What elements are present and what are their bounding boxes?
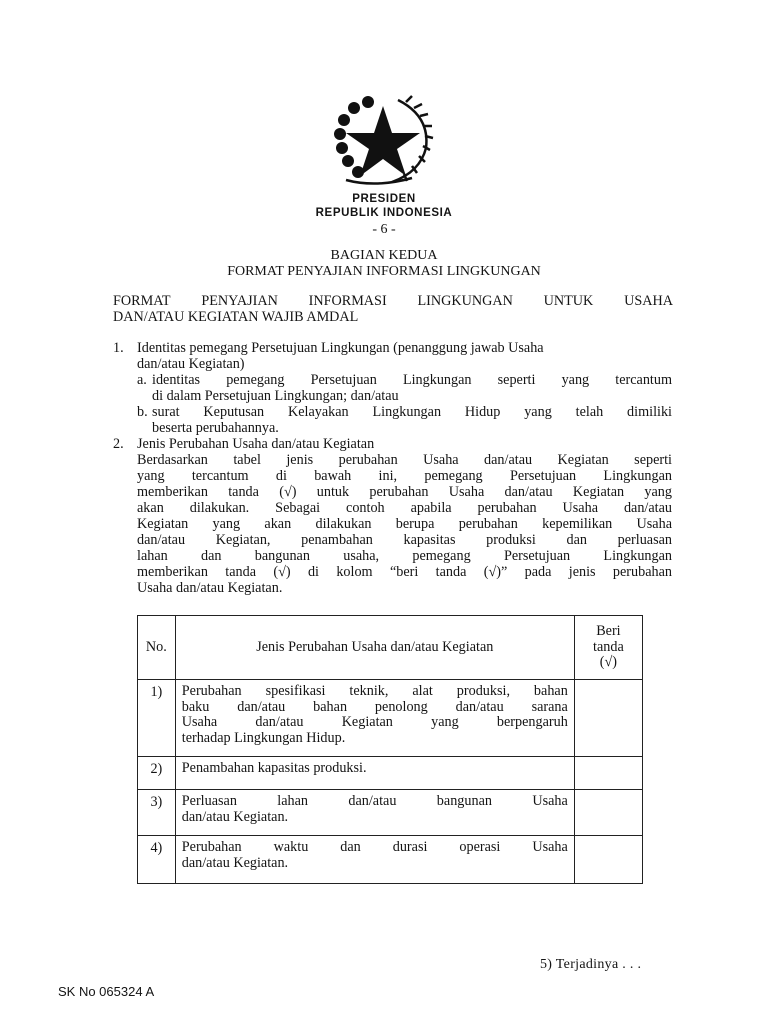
row-tick-cell[interactable]: [574, 680, 642, 757]
paragraph-line: Kegiatan yang akan dilakukan berupa perubahan kepemilikan Usaha: [137, 516, 672, 532]
paragraph-line: Usaha dan/atau Kegiatan.: [137, 580, 283, 596]
item-1-number: 1.: [113, 340, 124, 356]
paragraph-line: lahan dan bangunan usaha, pemegang Persetujuan Lingkungan: [137, 548, 672, 564]
item-2-number: 2.: [113, 436, 124, 452]
item-1b-line: beserta perubahannya.: [152, 420, 279, 436]
heading-word: UNTUK: [543, 293, 594, 309]
heading-word: PENYAJIAN: [201, 293, 278, 309]
header-tick: [574, 616, 642, 680]
item-1a-line: di dalam Persetujuan Lingkungan; dan/atau: [152, 388, 399, 404]
header-tick-line: (√): [599, 654, 618, 671]
changes-table: [137, 615, 643, 884]
table-row: [138, 757, 643, 790]
row-number: 1): [138, 680, 176, 757]
paragraph-line: dan/atau Kegiatan, penambahan kapasitas produksi dan perluasan: [137, 532, 672, 548]
row-description: [175, 757, 574, 790]
row-description: [175, 680, 574, 757]
heading-word: FORMAT: [113, 293, 171, 309]
paragraph-line: memberikan tanda (√) di kolom “beri tanda (√)” pada jenis perubahan: [137, 564, 672, 580]
header-republik: REPUBLIK INDONESIA: [315, 207, 453, 219]
format-heading-line2: DAN/ATAU KEGIATAN WAJIB AMDAL: [113, 309, 359, 325]
sk-number: SK No 065324 A: [58, 984, 155, 999]
heading-word: LINGKUNGAN: [417, 293, 513, 309]
item-1b-line: surat Keputusan Kelayakan Lingkungan Hidup yang telah dimiliki: [152, 404, 672, 420]
item-1a-letter: a.: [137, 372, 147, 388]
header-presiden: PRESIDEN: [352, 193, 416, 205]
presidential-emblem: [326, 88, 440, 190]
row-number: 3): [138, 790, 176, 836]
paragraph-line: Berdasarkan tabel jenis perubahan Usaha dan/atau Kegiatan seperti: [137, 452, 672, 468]
section-title: BAGIAN KEDUA: [330, 248, 438, 263]
table-row: [138, 680, 643, 757]
row-line: Penambahan kapasitas produksi.: [181, 760, 367, 776]
row-number: 2): [138, 757, 176, 790]
paragraph-line: yang tercantum di bawah ini, pemegang Persetujuan Lingkungan: [137, 468, 672, 484]
row-tick-cell[interactable]: [574, 757, 642, 790]
row-line: terhadap Lingkungan Hidup.: [181, 729, 346, 746]
row-description: [175, 790, 574, 836]
header-no: No.: [138, 616, 176, 680]
header-jenis: Jenis Perubahan Usaha dan/atau Kegiatan: [175, 616, 574, 680]
section-subtitle: FORMAT PENYAJIAN INFORMASI LINGKUNGAN: [227, 264, 541, 279]
format-heading-line1: [113, 293, 673, 309]
header-tick-line: Beri: [596, 623, 621, 640]
row-line: dan/atau Kegiatan.: [181, 854, 289, 871]
row-tick-cell[interactable]: [574, 836, 642, 884]
table-header-row: [138, 616, 643, 680]
row-line: baku dan/atau bahan penolong dan/atau sarana: [181, 698, 568, 715]
heading-word: USAHA: [624, 293, 673, 309]
row-tick-cell[interactable]: [574, 790, 642, 836]
row-line: dan/atau Kegiatan.: [181, 808, 289, 825]
item-1-line: Identitas pemegang Persetujuan Lingkungan (penanggung jawab Usaha: [137, 340, 544, 356]
row-line: Perubahan waktu dan durasi operasi Usaha: [181, 839, 568, 855]
table-row: [138, 790, 643, 836]
table-row: [138, 836, 643, 884]
page-number: - 6 -: [372, 222, 396, 237]
heading-word: INFORMASI: [308, 293, 387, 309]
row-number: 4): [138, 836, 176, 884]
paragraph-line: akan dilakukan. Sebagai contoh apabila perubahan Usaha dan/atau: [137, 500, 672, 516]
header-tick-line: tanda: [593, 638, 624, 655]
item-2-line: Jenis Perubahan Usaha dan/atau Kegiatan: [137, 436, 375, 452]
paragraph-line: memberikan tanda (√) untuk perubahan Usaha dan/atau Kegiatan yang: [137, 484, 672, 500]
row-line: Perluasan lahan dan/atau bangunan Usaha: [181, 793, 568, 809]
item-1-line: dan/atau Kegiatan): [137, 356, 245, 372]
item-1b-letter: b.: [137, 404, 148, 420]
row-description: [175, 836, 574, 884]
continuation-text: 5) Terjadinya . . .: [540, 957, 642, 972]
row-line: Perubahan spesifikasi teknik, alat produksi, bahan: [181, 683, 568, 699]
row-line: Usaha dan/atau Kegiatan yang berpengaruh: [181, 714, 568, 731]
item-1a-line: identitas pemegang Persetujuan Lingkungan seperti yang tercantum: [152, 372, 672, 388]
